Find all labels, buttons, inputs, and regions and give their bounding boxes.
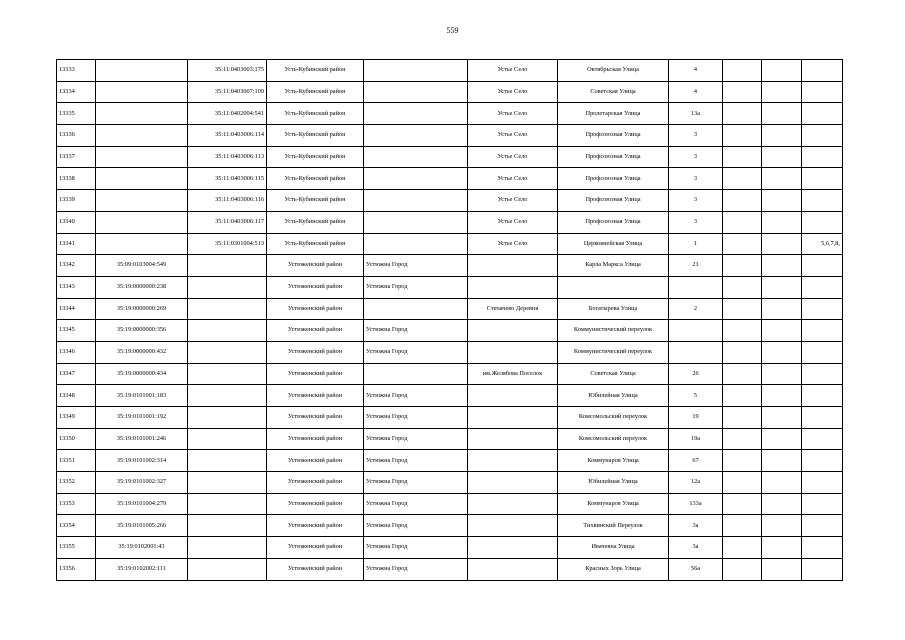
house-number-cell: 3 [669,211,723,233]
extra-cell-1 [723,168,762,190]
district-cell: Усть-Кубинский район [267,81,364,103]
district-cell: Устюженский район [267,276,364,298]
extra-cell-2 [762,472,802,494]
city-cell [364,190,468,212]
district-cell: Устюженский район [267,298,364,320]
record-number-cell: 13333 [57,60,96,82]
extra-cell-1 [723,450,762,472]
settlement-cell [468,472,558,494]
cadastral-number-alt-cell [188,298,267,320]
extra-cell-1 [723,428,762,450]
table-row [57,558,843,580]
house-number-cell: 19а [669,428,723,450]
extra-cell-1 [723,233,762,255]
cadastral-number-cell: 35:19:0101005:266 [96,515,188,537]
record-number-cell: 13346 [57,341,96,363]
cadastral-number-cell: 35:09:0103004:549 [96,255,188,277]
district-cell: Устюженский район [267,407,364,429]
extra-cell-1 [723,537,762,559]
cadastral-number-alt-cell [188,407,267,429]
city-cell: Устюжна Город [364,385,468,407]
record-number-cell: 13347 [57,363,96,385]
city-cell [364,233,468,255]
record-number-cell: 13351 [57,450,96,472]
apartments-cell [802,515,843,537]
district-cell: Устюженский район [267,515,364,537]
apartments-cell [802,81,843,103]
record-number-cell: 13348 [57,385,96,407]
street-cell: Ивачевна Улица [558,537,669,559]
record-number-cell: 13339 [57,190,96,212]
cadastral-number-alt-cell [188,472,267,494]
street-cell: Пролетарская Улица [558,103,669,125]
house-number-cell: 13а [669,103,723,125]
extra-cell-2 [762,385,802,407]
cadastral-number-cell [96,233,188,255]
extra-cell-1 [723,363,762,385]
city-cell [364,125,468,147]
table-row [57,320,843,342]
cadastral-number-cell: 35:19:0000000:356 [96,320,188,342]
record-number-cell: 13349 [57,407,96,429]
cadastral-number-cell: 35:19:0000000:432 [96,341,188,363]
cadastral-number-cell [96,125,188,147]
street-cell: Комсомольский переулок [558,407,669,429]
house-number-cell: 3а [669,537,723,559]
apartments-cell [802,428,843,450]
extra-cell-1 [723,472,762,494]
settlement-cell [468,428,558,450]
apartments-cell [802,385,843,407]
district-cell: Устюженский район [267,428,364,450]
settlement-cell [468,341,558,363]
extra-cell-2 [762,255,802,277]
extra-cell-2 [762,515,802,537]
cadastral-number-alt-cell: 35:11:0403003:175 [188,60,267,82]
extra-cell-2 [762,125,802,147]
district-cell: Усть-Кубинский район [267,125,364,147]
extra-cell-2 [762,103,802,125]
settlement-cell: Устье Село [468,60,558,82]
registry-table [56,59,843,581]
extra-cell-1 [723,103,762,125]
cadastral-number-alt-cell [188,385,267,407]
district-cell: Усть-Кубинский район [267,211,364,233]
house-number-cell: 56а [669,558,723,580]
settlement-cell [468,450,558,472]
table-row [57,493,843,515]
city-cell: Устюжна Город [364,276,468,298]
cadastral-number-alt-cell [188,493,267,515]
settlement-cell [468,493,558,515]
city-cell: Устюжна Город [364,558,468,580]
city-cell: Устюжна Город [364,472,468,494]
cadastral-number-alt-cell: 35:11:0403006:116 [188,190,267,212]
house-number-cell: 4 [669,60,723,82]
cadastral-number-cell [96,103,188,125]
street-cell: Красных Зорь Улица [558,558,669,580]
city-cell: Устюжна Город [364,450,468,472]
house-number-cell: 3 [669,146,723,168]
cadastral-number-alt-cell [188,450,267,472]
house-number-cell: 1 [669,233,723,255]
settlement-cell: Устье Село [468,125,558,147]
table-row [57,190,843,212]
city-cell [364,298,468,320]
extra-cell-1 [723,211,762,233]
city-cell: Устюжна Город [364,341,468,363]
extra-cell-2 [762,537,802,559]
apartments-cell [802,537,843,559]
record-number-cell: 13338 [57,168,96,190]
city-cell: Устюжна Город [364,255,468,277]
district-cell: Устюженский район [267,255,364,277]
table-row [57,103,843,125]
record-number-cell: 13335 [57,103,96,125]
cadastral-number-cell: 35:19:0101001:183 [96,385,188,407]
cadastral-number-alt-cell: 35:11:0301004:513 [188,233,267,255]
house-number-cell: 26 [669,363,723,385]
table-row [57,125,843,147]
cadastral-number-cell [96,146,188,168]
cadastral-number-alt-cell [188,276,267,298]
extra-cell-1 [723,515,762,537]
record-number-cell: 13345 [57,320,96,342]
cadastral-number-alt-cell [188,341,267,363]
house-number-cell: 3 [669,125,723,147]
district-cell: Устюженский район [267,385,364,407]
apartments-cell [802,168,843,190]
registry-body [57,60,843,581]
table-row [57,515,843,537]
settlement-cell: Устье Село [468,146,558,168]
street-cell: Профсоюзная Улица [558,190,669,212]
extra-cell-1 [723,407,762,429]
house-number-cell: 3 [669,190,723,212]
street-cell: Профсоюзная Улица [558,168,669,190]
apartments-cell [802,60,843,82]
city-cell: Устюжна Город [364,320,468,342]
street-cell: Профсоюзная Улица [558,125,669,147]
apartments-cell [802,255,843,277]
extra-cell-2 [762,211,802,233]
cadastral-number-alt-cell: 35:11:0403006:114 [188,125,267,147]
district-cell: Усть-Кубинский район [267,60,364,82]
record-number-cell: 13352 [57,472,96,494]
settlement-cell [468,515,558,537]
cadastral-number-alt-cell: 35:11:0403006:113 [188,146,267,168]
cadastral-number-cell: 35:19:0000000:269 [96,298,188,320]
table-row [57,81,843,103]
apartments-cell [802,298,843,320]
page-number: 559 [446,26,459,35]
record-number-cell: 13342 [57,255,96,277]
extra-cell-2 [762,558,802,580]
house-number-cell: 3 [669,168,723,190]
street-cell: Коммунистический переулок [558,341,669,363]
house-number-cell: 19 [669,407,723,429]
extra-cell-2 [762,450,802,472]
cadastral-number-alt-cell [188,515,267,537]
table-row [57,472,843,494]
extra-cell-1 [723,298,762,320]
apartments-cell [802,407,843,429]
district-cell: Усть-Кубинский район [267,190,364,212]
settlement-cell: Устье Село [468,103,558,125]
street-cell: Богатырева Улица [558,298,669,320]
table-row [57,276,843,298]
apartments-cell [802,320,843,342]
table-row [57,233,843,255]
extra-cell-1 [723,255,762,277]
district-cell: Устюженский район [267,341,364,363]
cadastral-number-cell: 35:19:0101001:246 [96,428,188,450]
extra-cell-1 [723,320,762,342]
house-number-cell: 12а [669,472,723,494]
street-cell: Профсоюзная Улица [558,211,669,233]
table-row [57,385,843,407]
district-cell: Устюженский район [267,450,364,472]
record-number-cell: 13337 [57,146,96,168]
city-cell [364,363,468,385]
table-row [57,428,843,450]
cadastral-number-cell: 35:19:0101001:192 [96,407,188,429]
extra-cell-2 [762,363,802,385]
street-cell: Октябрьская Улица [558,60,669,82]
table-row [57,146,843,168]
street-cell: Карла Маркса Улица [558,255,669,277]
house-number-cell: 21 [669,255,723,277]
cadastral-number-cell [96,190,188,212]
house-number-cell [669,320,723,342]
extra-cell-1 [723,276,762,298]
city-cell [364,211,468,233]
apartments-cell: 5,6,7,8, [802,233,843,255]
extra-cell-1 [723,558,762,580]
house-number-cell: 5 [669,385,723,407]
apartments-cell [802,558,843,580]
cadastral-number-alt-cell [188,255,267,277]
extra-cell-1 [723,190,762,212]
cadastral-number-alt-cell: 35:11:0403006:115 [188,168,267,190]
settlement-cell [468,558,558,580]
city-cell [364,81,468,103]
cadastral-number-alt-cell [188,363,267,385]
district-cell: Устюженский район [267,472,364,494]
cadastral-number-alt-cell: 35:11:0402004:541 [188,103,267,125]
district-cell: Устюженский район [267,493,364,515]
extra-cell-2 [762,407,802,429]
settlement-cell [468,276,558,298]
extra-cell-1 [723,60,762,82]
record-number-cell: 13350 [57,428,96,450]
apartments-cell [802,146,843,168]
extra-cell-1 [723,385,762,407]
settlement-cell: Степачево Деревня [468,298,558,320]
house-number-cell [669,276,723,298]
street-cell: Коммунистический переулок [558,320,669,342]
district-cell: Усть-Кубинский район [267,233,364,255]
settlement-cell: им.Желябова Поселок [468,363,558,385]
extra-cell-1 [723,146,762,168]
house-number-cell: 2 [669,298,723,320]
record-number-cell: 13340 [57,211,96,233]
settlement-cell: Устье Село [468,233,558,255]
settlement-cell [468,537,558,559]
cadastral-number-alt-cell [188,537,267,559]
settlement-cell: Устье Село [468,211,558,233]
street-cell: Коммунаров Улица [558,450,669,472]
street-cell: Церковнейская Улица [558,233,669,255]
table-row [57,341,843,363]
settlement-cell: Устье Село [468,81,558,103]
street-cell: Профсоюзная Улица [558,146,669,168]
extra-cell-1 [723,341,762,363]
table-row [57,168,843,190]
apartments-cell [802,450,843,472]
apartments-cell [802,211,843,233]
street-cell: Юбилейная Улица [558,385,669,407]
extra-cell-2 [762,276,802,298]
extra-cell-2 [762,233,802,255]
cadastral-number-cell [96,81,188,103]
city-cell [364,168,468,190]
record-number-cell: 13343 [57,276,96,298]
record-number-cell: 13344 [57,298,96,320]
extra-cell-2 [762,81,802,103]
cadastral-number-cell: 35:19:0101004:279 [96,493,188,515]
settlement-cell: Устье Село [468,168,558,190]
extra-cell-1 [723,81,762,103]
city-cell: Устюжна Город [364,537,468,559]
record-number-cell: 13354 [57,515,96,537]
city-cell [364,60,468,82]
apartments-cell [802,276,843,298]
city-cell [364,146,468,168]
street-cell: Советская Улица [558,363,669,385]
house-number-cell: 67 [669,450,723,472]
record-number-cell: 13355 [57,537,96,559]
settlement-cell [468,407,558,429]
district-cell: Устюженский район [267,537,364,559]
cadastral-number-cell: 35:19:0102002:111 [96,558,188,580]
cadastral-number-cell [96,211,188,233]
apartments-cell [802,493,843,515]
house-number-cell: 133а [669,493,723,515]
street-cell [558,276,669,298]
street-cell: Комсомольский переулок [558,428,669,450]
extra-cell-1 [723,125,762,147]
cadastral-number-alt-cell [188,428,267,450]
settlement-cell [468,320,558,342]
extra-cell-2 [762,320,802,342]
street-cell: Юбилейная Улица [558,472,669,494]
cadastral-number-cell: 35:19:0101002:314 [96,450,188,472]
extra-cell-2 [762,341,802,363]
cadastral-number-alt-cell: 35:11:0403006:117 [188,211,267,233]
district-cell: Устюженский район [267,320,364,342]
table-row [57,363,843,385]
record-number-cell: 13353 [57,493,96,515]
street-cell: Коммунаров Улица [558,493,669,515]
city-cell: Устюжна Город [364,407,468,429]
house-number-cell: 4 [669,81,723,103]
table-row [57,450,843,472]
cadastral-number-cell: 35:19:0000000:238 [96,276,188,298]
street-cell: Тихвинский Переулок [558,515,669,537]
table-row [57,211,843,233]
cadastral-number-alt-cell: 35:11:0403007:109 [188,81,267,103]
extra-cell-2 [762,493,802,515]
apartments-cell [802,341,843,363]
table-row [57,537,843,559]
district-cell: Устюженский район [267,558,364,580]
city-cell: Устюжна Город [364,428,468,450]
table-row [57,407,843,429]
settlement-cell [468,385,558,407]
cadastral-number-alt-cell [188,558,267,580]
city-cell: Устюжна Город [364,493,468,515]
table-row [57,255,843,277]
district-cell: Усть-Кубинский район [267,168,364,190]
district-cell: Усть-Кубинский район [267,146,364,168]
extra-cell-2 [762,168,802,190]
city-cell: Устюжна Город [364,515,468,537]
street-cell: Советская Улица [558,81,669,103]
apartments-cell [802,103,843,125]
cadastral-number-cell [96,60,188,82]
apartments-cell [802,363,843,385]
district-cell: Устюженский район [267,363,364,385]
district-cell: Усть-Кубинский район [267,103,364,125]
extra-cell-2 [762,298,802,320]
record-number-cell: 13341 [57,233,96,255]
extra-cell-2 [762,190,802,212]
table-row [57,298,843,320]
cadastral-number-cell: 35:19:0101002:327 [96,472,188,494]
cadastral-number-alt-cell [188,320,267,342]
apartments-cell [802,190,843,212]
record-number-cell: 13356 [57,558,96,580]
city-cell [364,103,468,125]
record-number-cell: 13336 [57,125,96,147]
apartments-cell [802,125,843,147]
extra-cell-1 [723,493,762,515]
house-number-cell: 3а [669,515,723,537]
extra-cell-2 [762,146,802,168]
settlement-cell [468,255,558,277]
extra-cell-2 [762,60,802,82]
settlement-cell: Устье Село [468,190,558,212]
record-number-cell: 13334 [57,81,96,103]
house-number-cell [669,341,723,363]
extra-cell-2 [762,428,802,450]
cadastral-number-cell [96,168,188,190]
apartments-cell [802,472,843,494]
cadastral-number-cell: 35:19:0000000:434 [96,363,188,385]
table-row [57,60,843,82]
cadastral-number-cell: 35:19:0102001:43 [96,537,188,559]
